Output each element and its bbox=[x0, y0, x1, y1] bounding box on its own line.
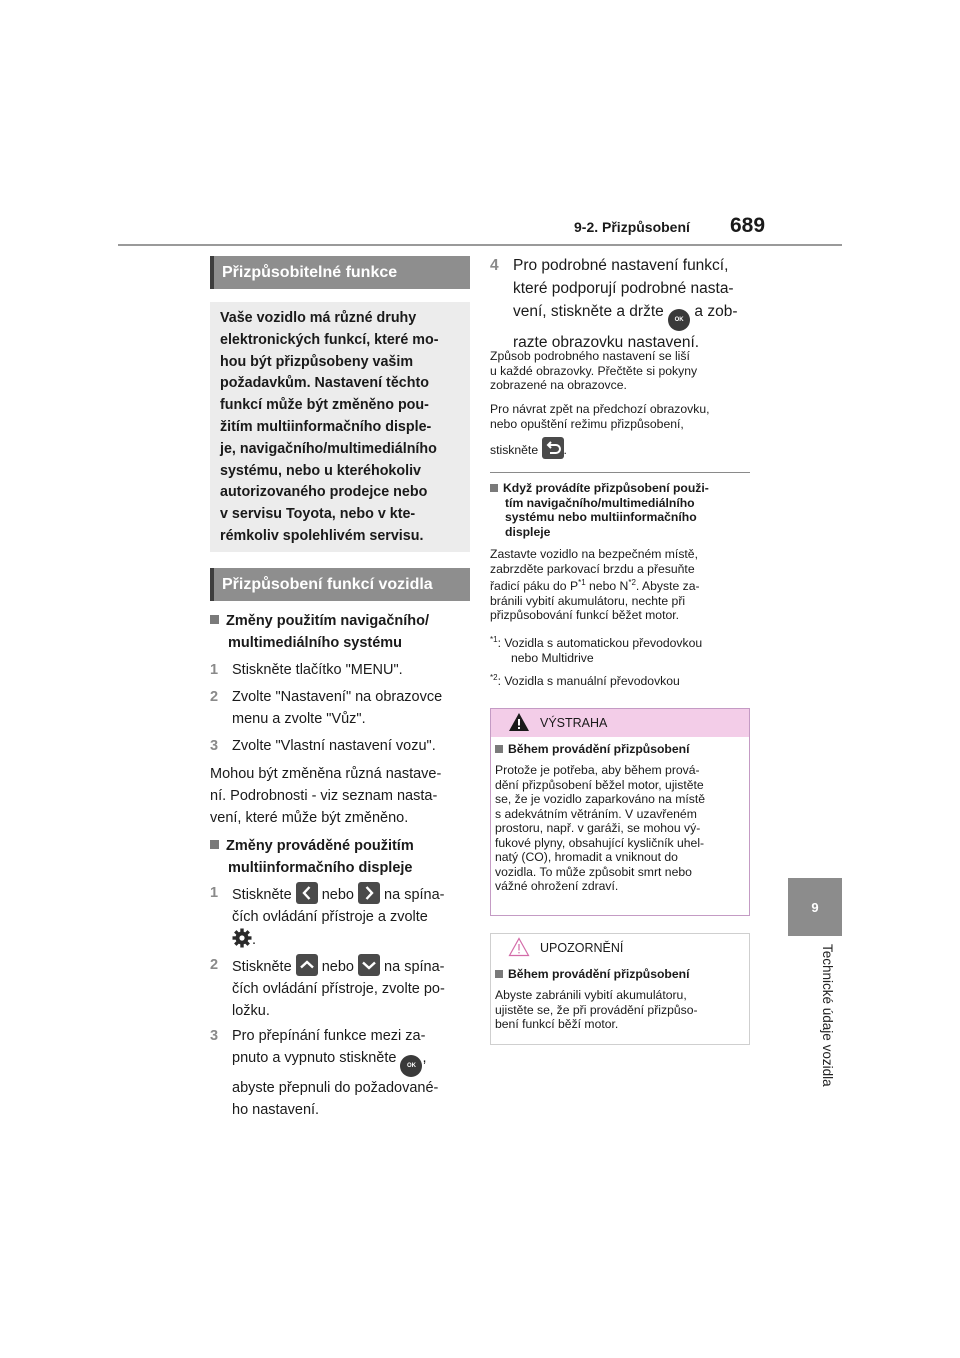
square-bullet-icon bbox=[495, 745, 503, 753]
section-heading-vehicle-customization: Přizpůsobení funkcí vozidla bbox=[210, 568, 470, 601]
intro-line: funkcí může být změněno pou- bbox=[220, 397, 429, 414]
footnote-2: $^{*2}$: Vozidla s manuální převodovkou bbox=[490, 673, 680, 689]
chevron-up-icon bbox=[296, 954, 318, 976]
notice-text: Abyste zabránili vybití akumulátoru, ujistěte se, že při provádění přizpůso- bení funkcí běží motor. bbox=[495, 988, 698, 1031]
notice-subheading: Během provádění přizpůsobení bbox=[495, 967, 745, 982]
square-bullet-icon bbox=[495, 970, 503, 978]
nav-step-2: 2 Zvolte "Nastavení" na obrazovce menu a zvolte "Vůz". bbox=[210, 689, 443, 727]
running-header-section: 9-2. Přizpůsobení bbox=[574, 219, 690, 235]
detail-note: Způsob podrobného nastavení se liší u každé obrazovky. Přečtěte si pokyny zobrazené na obrazovce. bbox=[490, 349, 698, 392]
page-number: 689 bbox=[730, 214, 766, 237]
nav-step-3: 3 Zvolte "Vlastní nastavení vozu". bbox=[210, 738, 436, 754]
nav-step-1: 1 Stiskněte tlačítko "MENU". bbox=[210, 662, 403, 678]
warning-text: Protože je potřeba, aby během prová- dění přizpůsobení běžel motor, ujistěte se, že je vozidlo zaparkováno na místě s adekvátním větráním. V uzavřeném prostoru, např. v garáži, se mohou vý- fukové plyny, obsahující kysličník uhel- natý (CO), hromadit a vniknout do vozidla. To může způsobit smrt nebo vážné ohrožení zdraví. bbox=[495, 763, 706, 893]
display-step-4: 4 Pro podrobné nastavení funkcí, které podporují podrobné nasta- vení, stiskněte a držte OK a zob- razte obrazovku nastavení. bbox=[490, 257, 738, 351]
chevron-left-icon bbox=[296, 882, 318, 904]
divider bbox=[490, 472, 750, 473]
intro-box bbox=[210, 302, 470, 552]
display-step-2: 2 Stiskněte nebo na spína- čích ovládání přístroje, zvolte po- ložku. bbox=[210, 954, 472, 1022]
intro-line: systému, nebo u kteréhokoliv bbox=[220, 462, 422, 479]
square-bullet-icon bbox=[210, 615, 219, 624]
nav-note: Mohou být změněna různá nastave- ní. Podrobnosti - viz seznam nasta- vení, které může být změněno. bbox=[210, 766, 442, 826]
stop-heading: Když provádíte přizpůsobení použi- tím navigačního/multimediálního systému nebo multiinformačního displeje bbox=[490, 481, 752, 539]
chevron-down-icon bbox=[358, 954, 380, 976]
footnote-1: $^{*1}$: Vozidla s automatickou převodovkou nebo Multidrive bbox=[490, 635, 703, 665]
subheading-nav-system: Změny použitím navigačního/ multimediálního systému bbox=[210, 610, 472, 654]
intro-line: žitím multiinformačního disple- bbox=[220, 418, 432, 435]
intro-line: hou být přizpůsobeny vašim bbox=[220, 353, 414, 370]
intro-line: rémkoliv spolehlivém servisu. bbox=[220, 527, 424, 544]
section-heading-customizable-features: Přizpůsobitelné funkce bbox=[210, 256, 470, 289]
subheading-multi-display: Změny prováděné použitím multiinformačního displeje bbox=[210, 835, 472, 879]
intro-line: Vaše vozidlo má různé druhy bbox=[220, 310, 417, 326]
intro-line: v servisu Toyota, nebo v kte- bbox=[220, 506, 416, 523]
notice-title: UPOZORNĚNÍ bbox=[540, 941, 624, 955]
stop-text: Zastavte vozidlo na bezpečném místě, zabrzděte parkovací brzdu a přesuňte řadicí páku do $P^{*1}$ nebo $N^{*2}$. Abyste za- bránili vybití akumulátoru, nechte při přizpůsobování funkcí běžet motor. bbox=[490, 547, 700, 623]
display-step-3: 3 Pro přepínání funkce mezi za- pnuto a vypnuto stiskněte OK , abyste přepnuli do požadované- ho nastavení. bbox=[210, 1028, 439, 1118]
warning-triangle-icon bbox=[508, 712, 530, 732]
back-arrow-icon bbox=[542, 437, 564, 459]
ok-button-icon: OK bbox=[400, 1055, 422, 1077]
chapter-tab-label: Technické údaje vozidla bbox=[820, 944, 835, 1087]
header-rule bbox=[118, 244, 842, 246]
return-note: Pro návrat zpět na předchozí obrazovku, nebo opuštění režimu přizpůsobení, stiskněte . bbox=[490, 402, 710, 457]
ok-button-icon: OK bbox=[668, 309, 690, 331]
chevron-right-icon bbox=[358, 882, 380, 904]
warning-subheading: Během provádění přizpůsobení bbox=[495, 742, 745, 757]
square-bullet-icon bbox=[210, 840, 219, 849]
intro-line: elektronických funkcí, které mo- bbox=[220, 331, 439, 348]
gear-icon bbox=[232, 928, 252, 948]
intro-line: je, navigačního/multimediálního bbox=[220, 440, 437, 457]
chapter-tab: 9 bbox=[788, 878, 842, 936]
intro-line: požadavkům. Nastavení těchto bbox=[220, 375, 429, 392]
warning-title: VÝSTRAHA bbox=[540, 716, 608, 730]
square-bullet-icon bbox=[490, 484, 498, 492]
display-step-1: 1 Stiskněte nebo na spína- čích ovládání přístroje a zvolte . bbox=[210, 882, 472, 951]
intro-line: autorizovaného prodejce nebo bbox=[220, 484, 428, 501]
caution-triangle-icon bbox=[508, 937, 530, 957]
